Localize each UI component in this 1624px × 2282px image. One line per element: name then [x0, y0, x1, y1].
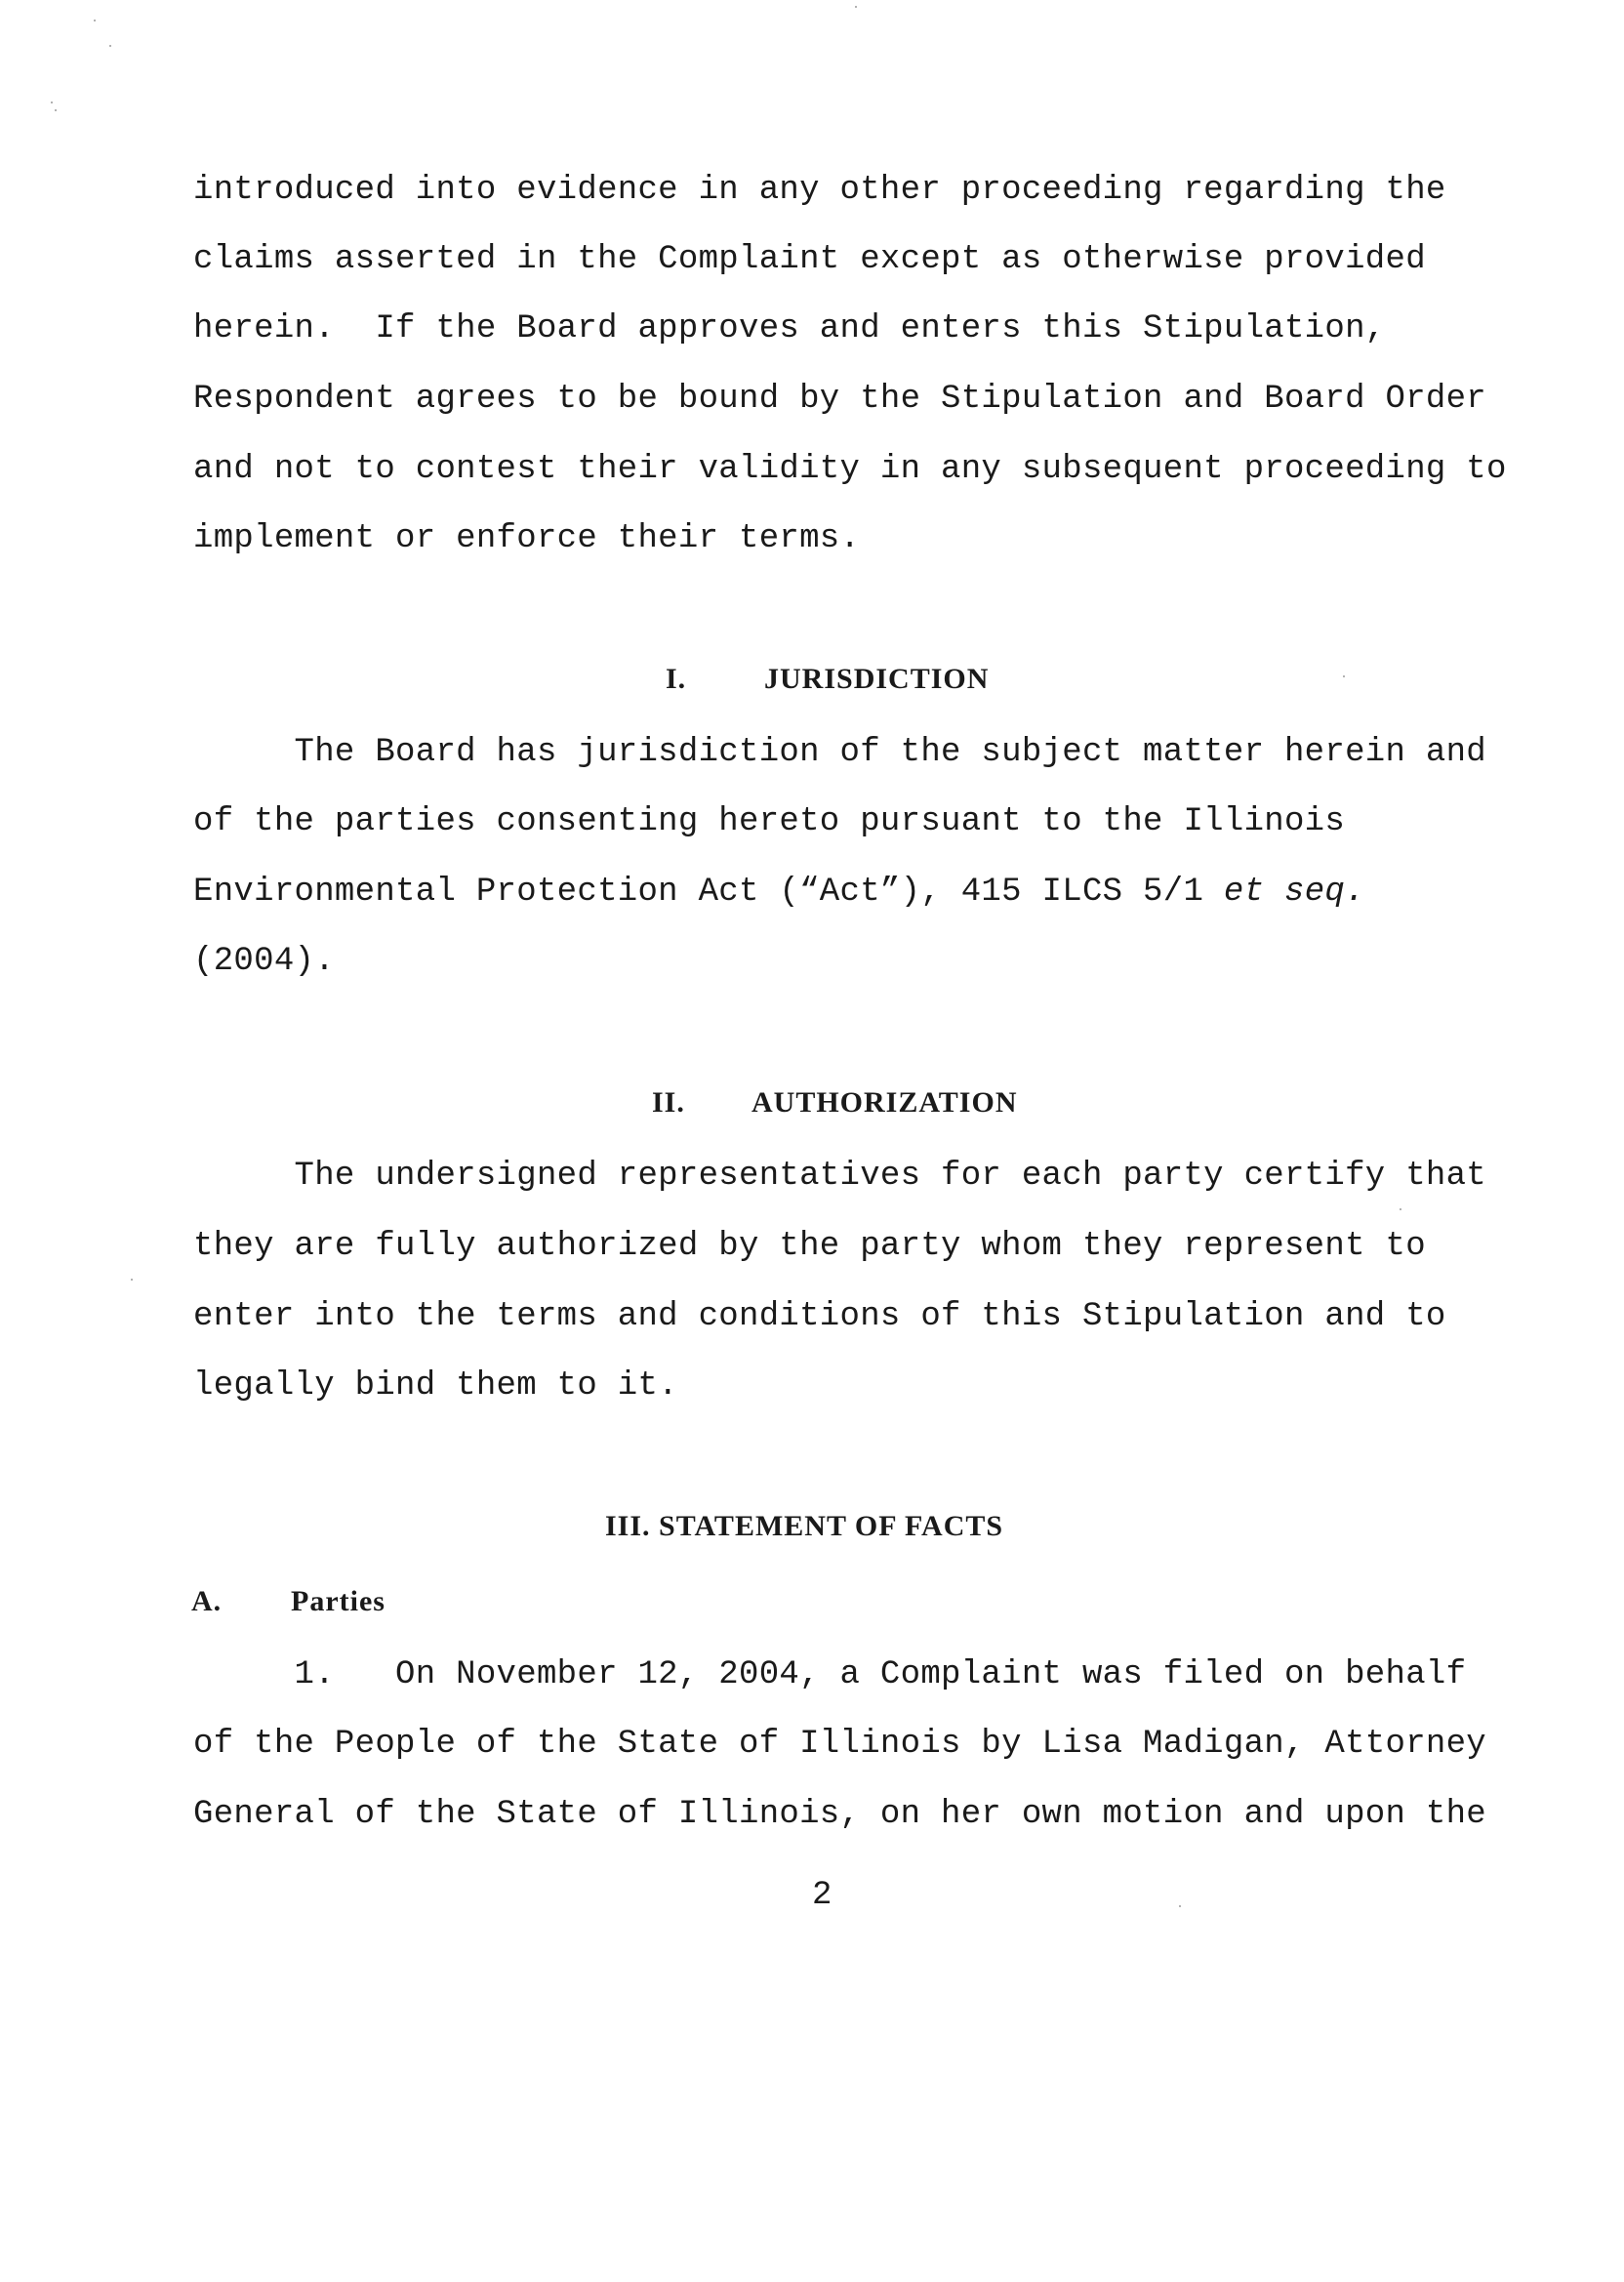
body-text-line: (2004). — [193, 943, 335, 980]
scan-speck — [51, 102, 53, 103]
scan-speck — [131, 1279, 133, 1281]
et-seq-italic: et seq. — [1223, 874, 1365, 911]
subsection-letter: A. — [191, 1585, 223, 1617]
scan-speck — [94, 20, 96, 21]
body-text-line: they are fully authorized by the party whom they represent to — [193, 1228, 1426, 1265]
page-number: 2 — [812, 1877, 832, 1914]
body-text-line: The undersigned representatives for each party certify that — [193, 1158, 1487, 1195]
body-text-line: implement or enforce their terms. — [193, 520, 861, 557]
scan-speck — [1179, 1905, 1181, 1907]
body-text-line: herein. If the Board approves and enters this Stipulation, — [193, 310, 1386, 347]
section-heading-statement-of-facts: III. STATEMENT OF FACTS — [605, 1510, 1004, 1542]
body-text-line: legally bind them to it. — [193, 1367, 678, 1405]
body-text-line: and not to contest their validity in any subsequent proceeding to — [193, 451, 1507, 488]
scan-speck — [1343, 675, 1345, 677]
body-text-line: introduced into evidence in any other proceeding regarding the — [193, 172, 1446, 209]
body-text-line — [193, 873, 1365, 912]
body-text-line: enter into the terms and conditions of this Stipulation and to — [193, 1298, 1446, 1335]
subsection-heading-parties: Parties — [291, 1585, 386, 1617]
act-citation-text: Environmental Protection Act (“Act”), 415 ILCS 5/1 — [193, 874, 1224, 911]
scan-speck — [1400, 1208, 1401, 1210]
body-text-line: 1. On November 12, 2004, a Complaint was filed on behalf — [193, 1656, 1467, 1693]
scan-speck — [109, 45, 111, 47]
section-number-jurisdiction: I. — [666, 663, 687, 695]
body-text-line: of the parties consenting hereto pursuant to the Illinois — [193, 803, 1346, 840]
body-text-line: of the People of the State of Illinois by Lisa Madigan, Attorney — [193, 1726, 1487, 1763]
scan-speck — [55, 109, 57, 111]
body-text-line: claims asserted in the Complaint except as otherwise provided — [193, 241, 1426, 278]
section-heading-jurisdiction: JURISDICTION — [764, 663, 990, 695]
body-text-line: Respondent agrees to be bound by the Stipulation and Board Order — [193, 381, 1487, 418]
scan-speck — [855, 6, 857, 8]
section-heading-authorization: AUTHORIZATION — [751, 1086, 1018, 1119]
body-text-line: The Board has jurisdiction of the subject matter herein and — [193, 734, 1487, 771]
section-number-authorization: II. — [652, 1086, 685, 1119]
body-text-line: General of the State of Illinois, on her own motion and upon the — [193, 1796, 1487, 1833]
